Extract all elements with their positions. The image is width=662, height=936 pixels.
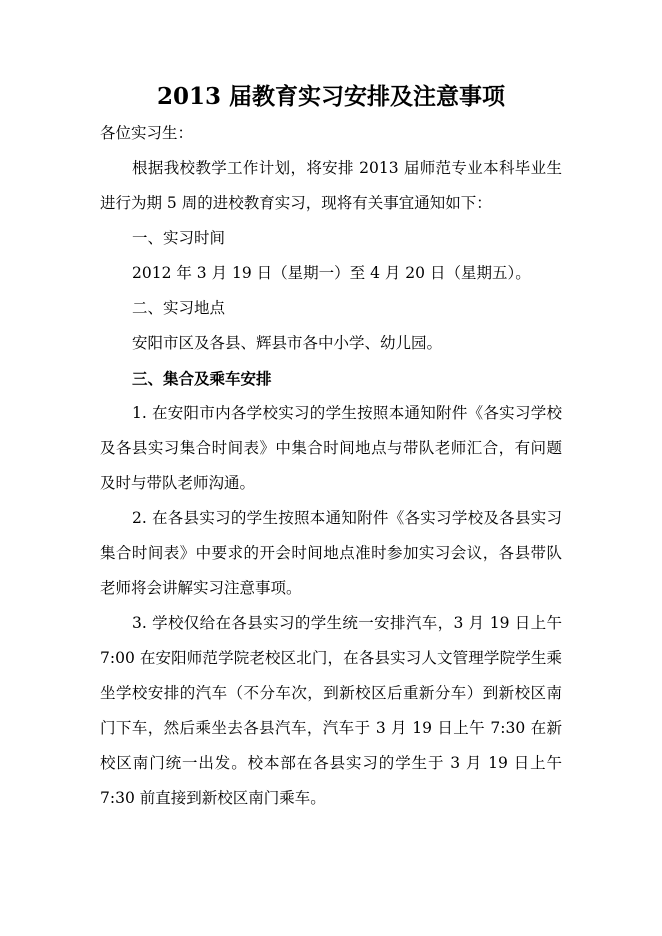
section-text-location: 安阳市区及各县、辉县市各中小学、幼儿园。 <box>132 334 443 352</box>
document-title: 2013 届教育实习安排及注意事项 <box>156 83 506 110</box>
section-text-time: 2012 年 3 月 19 日（星期一）至 4 月 20 日（星期五）。 <box>132 264 531 282</box>
section-heading-location: 二、实习地点 <box>132 299 226 317</box>
section-heading-time: 一、实习时间 <box>132 229 226 247</box>
list-item: 1. 在安阳市内各学校实习的学生按照本通知附件《各实习学校及各县实习集合时间表》中集合时间地点与带队老师汇合，有问题及时与带队老师沟通。 <box>100 404 562 492</box>
intro-paragraph: 根据我校教学工作计划，将安排 2013 届师范专业本科毕业生进行为期 5 周的进校教育实习，现将有关事宜通知如下： <box>100 159 562 212</box>
list-item: 2. 在各县实习的学生按照本通知附件《各实习学校及各县实习集合时间表》中要求的开会时间地点准时参加实习会议，各县带队老师将会讲解实习注意事项。 <box>100 509 562 597</box>
document-body <box>100 116 562 816</box>
section-heading-transport: 三、集合及乘车安排 <box>132 369 272 388</box>
salutation: 各位实习生： <box>100 124 194 142</box>
list-item: 3. 学校仅给在各县实习的学生统一安排汽车，3 月 19 日上午 7:00 在安阳师范学院老校区北门，在各县实习人文管理学院学生乘坐学校安排的汽车（不分车次，到新校区后重新分车）到新校区南门下车，然后乘坐去各县汽车，汽车于 3 月 19 日上午 7:30 在新校区南门统一出发。校本部在各县实习的学生于 3 月 19 日上午 7:30 前直接到新校区南门乘车。 <box>100 614 562 807</box>
